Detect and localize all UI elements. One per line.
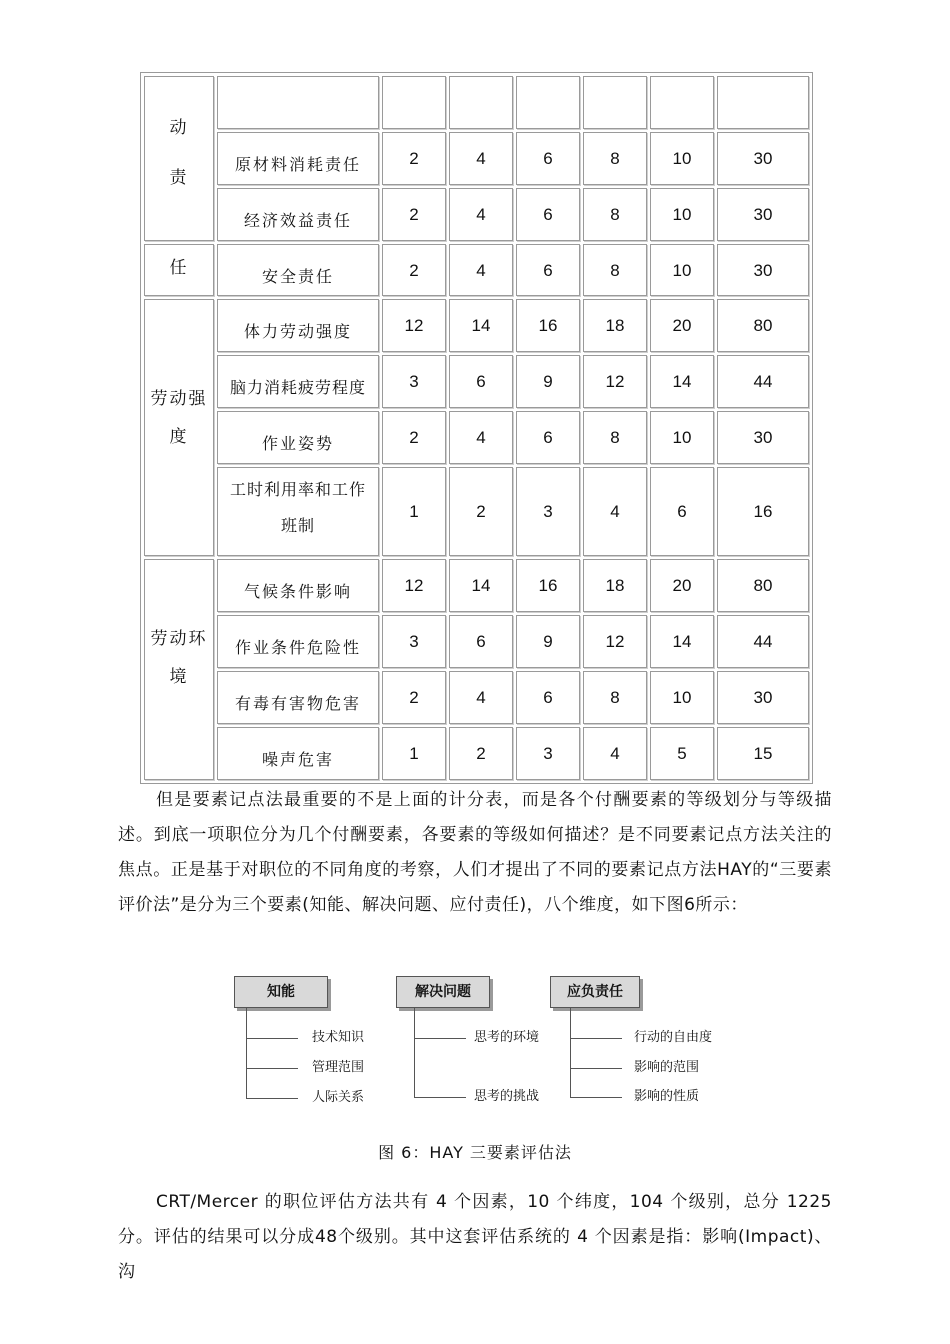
score-cell <box>650 76 714 129</box>
score-cell: 10 <box>650 411 714 464</box>
score-cell: 16 <box>717 467 809 556</box>
score-cell <box>382 76 446 129</box>
score-cell: 9 <box>516 615 580 668</box>
score-cell: 3 <box>382 615 446 668</box>
score-cell: 2 <box>382 132 446 185</box>
score-cell: 10 <box>650 244 714 297</box>
score-cell: 6 <box>516 244 580 297</box>
score-cell: 6 <box>650 467 714 556</box>
table-row <box>144 244 809 297</box>
diagram-label: 人际关系 <box>312 1090 365 1105</box>
score-cell: 2 <box>382 244 446 297</box>
connector-line <box>414 1038 466 1039</box>
category-cell: 任 <box>144 244 214 297</box>
body-paragraph: CRT/Mercer 的职位评估方法共有 4 个因素，10 个纬度，104 个级别，总分 1225 分。评估的结果可以分成48个级别。其中这套评估系统的 4 个因素是指：影响(Impact)、沟 <box>118 1192 832 1282</box>
connector-line <box>570 1008 571 1098</box>
score-cell: 2 <box>449 467 513 556</box>
table-row <box>144 132 809 185</box>
factor-cell: 噪声危害 <box>217 727 379 780</box>
score-cell: 10 <box>650 188 714 241</box>
score-cell: 1 <box>382 727 446 780</box>
score-cell: 12 <box>382 299 446 352</box>
table-row <box>144 615 809 668</box>
score-cell: 12 <box>583 615 647 668</box>
factor-cell: 气候条件影响 <box>217 559 379 612</box>
table-row <box>144 355 809 408</box>
factor-cell: 脑力消耗疲劳程度 <box>217 355 379 408</box>
score-cell: 6 <box>449 615 513 668</box>
score-cell: 6 <box>449 355 513 408</box>
table-row <box>144 467 809 556</box>
diagram-label: 思考的环境 <box>474 1030 540 1045</box>
score-cell <box>583 76 647 129</box>
connector-line <box>570 1038 622 1039</box>
connector-line <box>246 1068 298 1069</box>
diagram-label: 管理范围 <box>312 1060 365 1075</box>
factor-cell: 有毒有害物危害 <box>217 671 379 724</box>
score-cell: 2 <box>382 671 446 724</box>
score-cell: 10 <box>650 671 714 724</box>
table-row <box>144 671 809 724</box>
connector-line <box>570 1097 622 1098</box>
connector-line <box>414 1008 415 1098</box>
score-cell: 80 <box>717 299 809 352</box>
factor-cell: 作业条件危险性 <box>217 615 379 668</box>
diagram-label: 行动的自由度 <box>634 1030 713 1045</box>
score-cell: 8 <box>583 132 647 185</box>
score-cell: 4 <box>449 671 513 724</box>
body-paragraph: 但是要素记点法最重要的不是上面的计分表，而是各个付酬要素的等级划分与等级描述。到底一项职位分为几个付酬要素，各要素的等级如何描述？是不同要素记点方法关注的焦点。正是基于对职位的不同角度的考察，人们才提出了不同的要素记点方法HAY的“三要素评价法”是分为三个要素(知能、解决问题、应付责任)，八个维度，如下图6所示： <box>118 790 832 915</box>
category-cell: 动 责 <box>144 76 214 241</box>
diagram-label: 影响的范围 <box>634 1060 700 1075</box>
score-cell: 30 <box>717 244 809 297</box>
score-cell: 6 <box>516 188 580 241</box>
score-cell: 4 <box>449 244 513 297</box>
score-cell: 20 <box>650 299 714 352</box>
diagram-label: 影响的性质 <box>634 1089 700 1104</box>
score-cell <box>516 76 580 129</box>
score-cell <box>449 76 513 129</box>
table-row <box>144 411 809 464</box>
score-cell: 2 <box>382 188 446 241</box>
score-cell: 12 <box>583 355 647 408</box>
score-table <box>140 72 813 784</box>
score-cell: 30 <box>717 671 809 724</box>
score-cell: 20 <box>650 559 714 612</box>
score-cell: 5 <box>650 727 714 780</box>
connector-line <box>246 1008 247 1099</box>
diagram-box-problem-solving: 解决问题 <box>396 976 490 1008</box>
score-cell: 14 <box>650 355 714 408</box>
score-cell: 12 <box>382 559 446 612</box>
score-cell: 10 <box>650 132 714 185</box>
score-cell: 8 <box>583 188 647 241</box>
score-cell: 80 <box>717 559 809 612</box>
score-cell: 4 <box>449 132 513 185</box>
score-cell: 14 <box>449 559 513 612</box>
score-cell: 6 <box>516 132 580 185</box>
score-cell: 8 <box>583 411 647 464</box>
score-cell: 30 <box>717 411 809 464</box>
score-cell: 6 <box>516 671 580 724</box>
factor-cell: 体力劳动强度 <box>217 299 379 352</box>
score-cell: 44 <box>717 355 809 408</box>
factor-cell: 经济效益责任 <box>217 188 379 241</box>
score-cell: 3 <box>382 355 446 408</box>
score-cell: 16 <box>516 559 580 612</box>
score-cell: 30 <box>717 132 809 185</box>
diagram-label: 技术知识 <box>312 1030 365 1045</box>
table-row <box>144 559 809 612</box>
score-cell: 8 <box>583 244 647 297</box>
connector-line <box>570 1068 622 1069</box>
diagram-box-accountability: 应负责任 <box>550 976 640 1008</box>
table-row <box>144 727 809 780</box>
score-cell: 15 <box>717 727 809 780</box>
category-cell: 劳动强 度 <box>144 299 214 556</box>
diagram-label: 思考的挑战 <box>474 1089 540 1104</box>
table-row <box>144 299 809 352</box>
figure-caption: 图 6：HAY 三要素评估法 <box>378 1143 572 1162</box>
score-cell: 9 <box>516 355 580 408</box>
factor-cell <box>217 76 379 129</box>
table-row <box>144 188 809 241</box>
category-cell: 劳动环 境 <box>144 559 214 780</box>
score-cell: 4 <box>583 727 647 780</box>
factor-cell: 作业姿势 <box>217 411 379 464</box>
connector-line <box>246 1098 298 1099</box>
hay-diagram <box>232 972 732 1112</box>
score-cell: 4 <box>449 188 513 241</box>
score-cell: 1 <box>382 467 446 556</box>
score-cell: 3 <box>516 467 580 556</box>
score-cell: 2 <box>382 411 446 464</box>
score-cell: 18 <box>583 559 647 612</box>
factor-cell: 工时利用率和工作 班制 <box>217 467 379 556</box>
score-cell: 44 <box>717 615 809 668</box>
diagram-box-knowledge: 知能 <box>234 976 328 1008</box>
score-cell: 14 <box>650 615 714 668</box>
score-cell: 14 <box>449 299 513 352</box>
connector-line <box>246 1038 298 1039</box>
score-cell: 4 <box>583 467 647 556</box>
score-cell <box>717 76 809 129</box>
score-cell: 2 <box>449 727 513 780</box>
score-cell: 16 <box>516 299 580 352</box>
score-cell: 6 <box>516 411 580 464</box>
score-cell: 4 <box>449 411 513 464</box>
score-cell: 18 <box>583 299 647 352</box>
table-row <box>144 76 809 129</box>
factor-cell: 原材料消耗责任 <box>217 132 379 185</box>
connector-line <box>414 1097 466 1098</box>
factor-cell: 安全责任 <box>217 244 379 297</box>
score-cell: 3 <box>516 727 580 780</box>
score-cell: 30 <box>717 188 809 241</box>
score-cell: 8 <box>583 671 647 724</box>
